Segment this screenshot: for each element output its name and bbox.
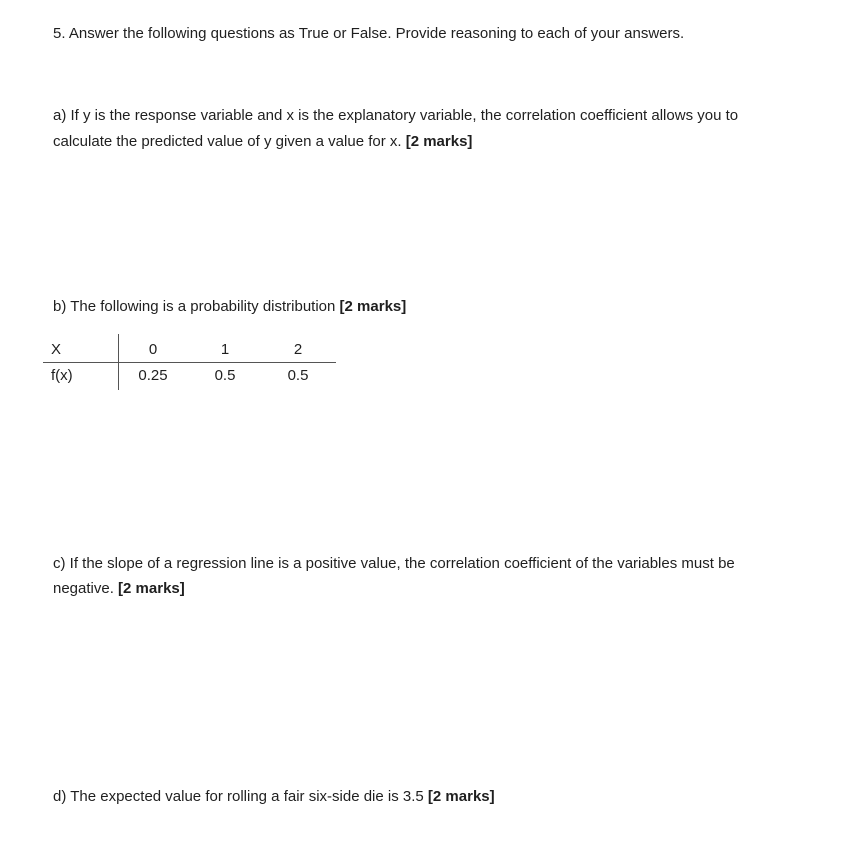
part-d-marks: [2 marks]	[427, 788, 495, 805]
probability-table	[43, 334, 343, 390]
table-x-value-0: 0	[148, 341, 158, 358]
part-d-text: d) The expected value for rolling a fair six-side die is 3.5	[53, 788, 428, 805]
part-a-line-1	[53, 106, 738, 126]
table-row-label: f(x)	[51, 367, 73, 384]
question-5-heading	[53, 24, 684, 44]
part-a-text-1: a) If y is the response variable and x is the explanatory variable, the correlation coefficient allows you to	[53, 107, 739, 124]
part-a-text-2: calculate the predicted value of y given a value for x.	[53, 133, 406, 150]
part-a-line-2	[53, 132, 472, 152]
table-f-value-2: 0.5	[287, 367, 309, 384]
part-c-line-1	[53, 554, 735, 574]
part-b-text: b) The following is a probability distribution	[53, 298, 340, 315]
table-f-value-0: 0.25	[138, 367, 168, 384]
table-horizontal-rule	[43, 362, 336, 363]
part-c-marks: [2 marks]	[118, 580, 185, 597]
part-b-marks: [2 marks]	[339, 298, 407, 315]
table-header-label: X	[51, 341, 62, 358]
part-c-text-2: negative.	[53, 580, 119, 597]
table-f-value-1: 0.5	[214, 367, 236, 384]
part-c-text-1: c) If the slope of a regression line is a positive value, the correlation coefficient of the variables must be	[53, 555, 735, 572]
part-c-line-2	[53, 579, 185, 599]
question-5-text: 5. Answer the following questions as True or False. Provide reasoning to each of your answers.	[53, 25, 685, 42]
part-d-line	[53, 787, 495, 807]
table-x-value-1: 1	[220, 341, 230, 358]
part-a-marks: [2 marks]	[405, 133, 473, 150]
table-x-value-2: 2	[293, 341, 303, 358]
part-b-line	[53, 297, 406, 317]
